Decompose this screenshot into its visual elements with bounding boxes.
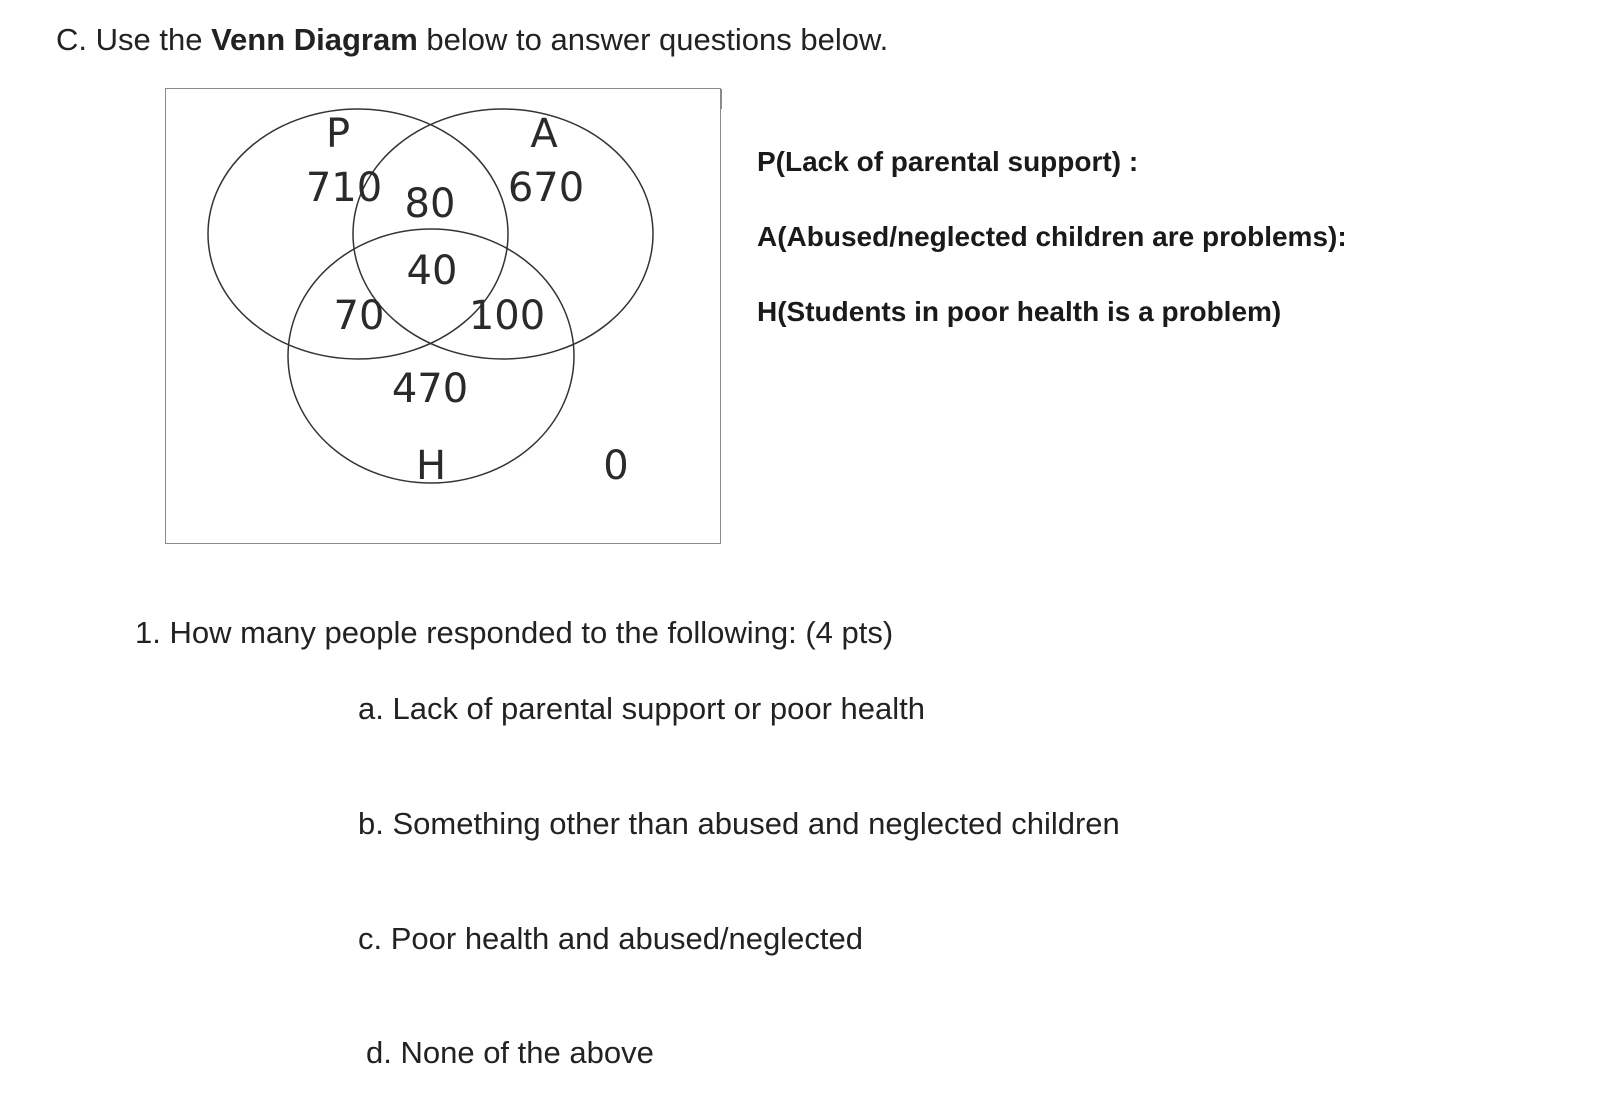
heading-suffix: below to answer questions below. — [417, 22, 889, 57]
heading-prefix: C. Use the — [56, 22, 212, 57]
option-d: d. None of the above — [366, 1035, 654, 1070]
label-h: H — [415, 443, 447, 489]
region-a-h: 100 — [468, 293, 546, 339]
label-p: P — [325, 111, 351, 157]
region-p-only: 710 — [305, 165, 383, 211]
section-heading — [56, 22, 888, 58]
region-p-a: 80 — [404, 181, 456, 227]
legend-a: A(Abused/neglected children are problems): — [757, 221, 1347, 252]
heading-bold: Venn Diagram — [211, 22, 418, 57]
legend-h: H(Students in poor health is a problem) — [757, 296, 1282, 327]
region-p-h: 70 — [333, 293, 385, 339]
venn-diagram — [165, 88, 721, 544]
region-p-a-h: 40 — [406, 248, 458, 294]
option-a: a. Lack of parental support or poor health — [358, 691, 925, 726]
region-none: 0 — [603, 443, 629, 489]
option-c: c. Poor health and abused/neglected — [358, 921, 863, 956]
region-h-only: 470 — [391, 366, 469, 412]
venn-svg — [166, 89, 722, 545]
question-1: 1. How many people responded to the following: (4 pts) — [135, 615, 894, 650]
region-a-only: 670 — [507, 165, 585, 211]
legend-p: P(Lack of parental support) : — [757, 146, 1139, 177]
label-a: A — [530, 111, 558, 157]
option-b: b. Something other than abused and neglected children — [358, 806, 1120, 841]
